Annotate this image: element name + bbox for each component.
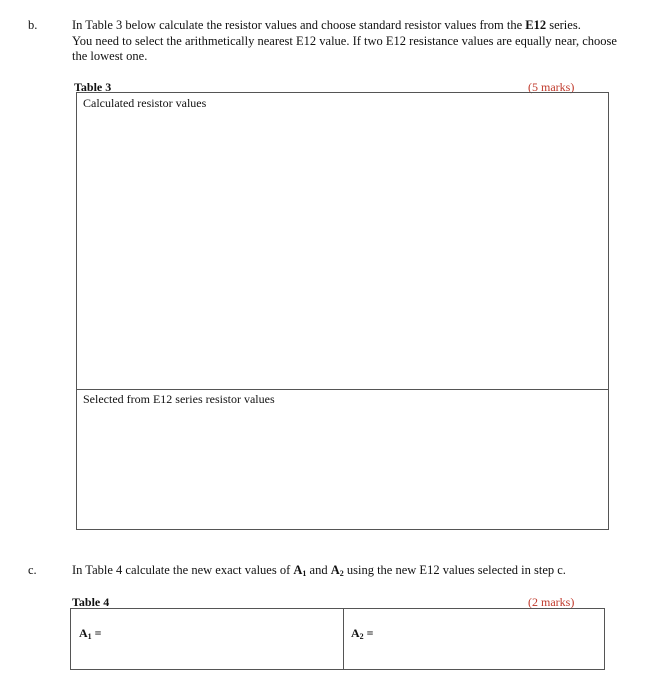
- part-b-line-2: You need to select the arithmetically nearest E12 value. If two E12 resistance values are equally near, choose: [72, 33, 617, 48]
- a2-cell-label: $A_2$ =: [351, 626, 374, 641]
- table-4: [70, 608, 605, 670]
- table-4-column-divider: [343, 609, 344, 669]
- table-3-row-divider: [77, 389, 608, 390]
- table-4-marks: (2 marks): [528, 595, 575, 609]
- part-c-letter: c.: [28, 563, 37, 577]
- part-b-line-1: In Table 3 below calculate the resistor values and choose standard resistor values from the E12 series.: [72, 18, 581, 32]
- a2-answer-cell[interactable]: [393, 609, 603, 669]
- part-b-line-3: the lowest one.: [72, 49, 148, 63]
- selected-e12-values-cell[interactable]: [77, 408, 608, 528]
- table-4-label: Table 4: [72, 595, 110, 609]
- table-3-label: Table 3: [74, 80, 112, 94]
- a1-answer-cell[interactable]: [121, 609, 341, 669]
- a1-cell-label: $A_1$ =: [79, 626, 102, 641]
- part-b-instructions: [72, 18, 652, 65]
- calculated-values-cell[interactable]: [77, 111, 608, 387]
- calculated-values-label: Calculated resistor values: [83, 96, 207, 110]
- part-c-instructions: In Table 4 calculate the new exact values of $A_1$ and $A_2$ using the new E12 values selected in step c.: [72, 563, 566, 578]
- table-3-marks: (5 marks): [528, 80, 575, 94]
- table-3: [76, 92, 609, 530]
- part-b-letter: b.: [28, 18, 38, 32]
- selected-e12-values-label: Selected from E12 series resistor values: [83, 392, 275, 406]
